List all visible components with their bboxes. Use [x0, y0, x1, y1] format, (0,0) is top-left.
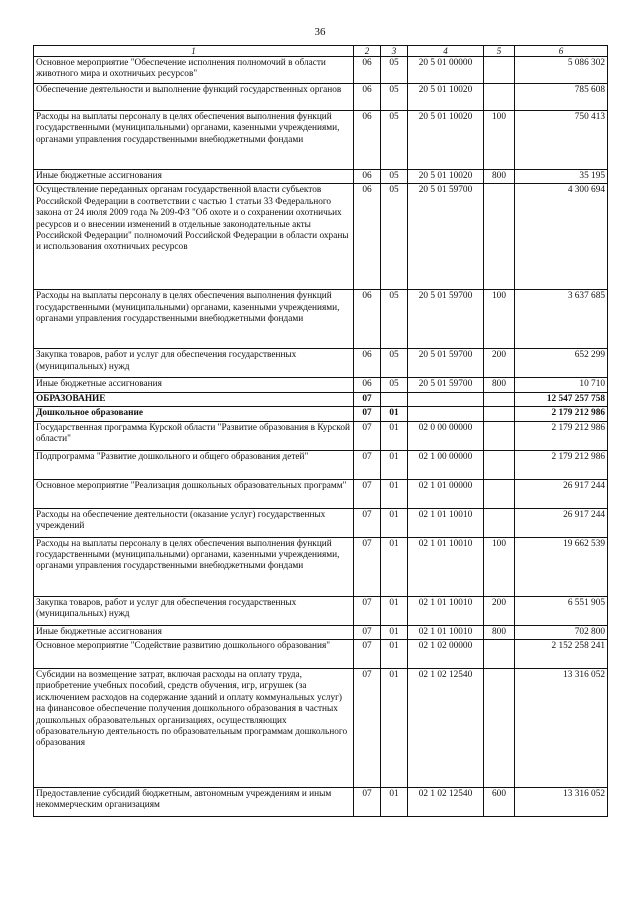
row-subsection: 01	[381, 596, 408, 625]
table-row	[34, 625, 608, 639]
header-row	[34, 46, 608, 57]
table-row	[34, 421, 608, 450]
row-subsection: 05	[381, 290, 408, 349]
row-sum: 4 300 694	[515, 184, 608, 290]
row-section: 06	[354, 57, 381, 84]
row-subsection: 05	[381, 349, 408, 378]
row-name: Обеспечение деятельности и выполнение функций государственных органов	[34, 84, 354, 111]
row-expense-type	[484, 450, 515, 479]
row-sum: 2 152 258 241	[515, 640, 608, 669]
row-name: Иные бюджетные ассигнования	[34, 170, 354, 184]
row-sum: 702 800	[515, 625, 608, 639]
row-subsection: 01	[381, 407, 408, 421]
row-subsection: 05	[381, 84, 408, 111]
row-section: 07	[354, 508, 381, 537]
row-expense-type	[484, 479, 515, 508]
table-row	[34, 84, 608, 111]
table-row	[34, 184, 608, 290]
row-target-article: 02 1 01 10010	[408, 596, 484, 625]
row-sum: 13 316 052	[515, 788, 608, 817]
row-expense-type: 600	[484, 788, 515, 817]
row-name: Основное мероприятие "Содействие развитию дошкольного образования"	[34, 640, 354, 669]
row-name: Расходы на выплаты персоналу в целях обеспечения выполнения функций государственными (муниципальными) органами, казенными учреждениями, органами управления государственными внебюджетными фондами	[34, 290, 354, 349]
row-sum: 6 551 905	[515, 596, 608, 625]
row-subsection: 01	[381, 640, 408, 669]
row-sum: 26 917 244	[515, 479, 608, 508]
row-target-article: 02 1 00 00000	[408, 450, 484, 479]
row-section: 07	[354, 625, 381, 639]
row-target-article: 20 5 01 59700	[408, 349, 484, 378]
header-cell: 3	[381, 46, 408, 57]
row-subsection: 05	[381, 184, 408, 290]
row-subsection	[381, 392, 408, 406]
row-expense-type: 100	[484, 290, 515, 349]
row-name: Дошкольное образование	[34, 407, 354, 421]
row-name: Подпрограмма "Развитие дошкольного и общего образования детей"	[34, 450, 354, 479]
row-expense-type	[484, 508, 515, 537]
row-name: Расходы на выплаты персоналу в целях обеспечения выполнения функций государственными (муниципальными) органами, казенными учреждениями, органами управления государственными внебюджетными фондами	[34, 537, 354, 596]
row-target-article: 20 5 01 00000	[408, 57, 484, 84]
row-expense-type	[484, 669, 515, 788]
row-target-article: 20 5 01 59700	[408, 378, 484, 392]
row-subsection: 05	[381, 111, 408, 170]
row-target-article: 02 1 02 00000	[408, 640, 484, 669]
row-expense-type	[484, 407, 515, 421]
table-row	[34, 57, 608, 84]
row-name: Субсидии на возмещение затрат, включая расходы на оплату труда, приобретение учебных пособий, средств обучения, игр, игрушек (за исключением расходов на содержание зданий и оплату коммунальных услуг) на финансовое обеспечение получения дошкольного образования в частных дошкольных образовательных организациях, осуществляющих образовательную деятельность по образовательным программам дошкольного образования	[34, 669, 354, 788]
row-expense-type	[484, 84, 515, 111]
row-target-article: 20 5 01 59700	[408, 184, 484, 290]
row-sum: 35 195	[515, 170, 608, 184]
row-name: Основное мероприятие "Обеспечение исполнения полномочий в области животного мира и охотничьих ресурсов"	[34, 57, 354, 84]
table-row	[34, 450, 608, 479]
header-cell: 5	[484, 46, 515, 57]
header-cell: 6	[515, 46, 608, 57]
table-row	[34, 392, 608, 406]
page-number: 36	[314, 26, 326, 38]
table-row	[34, 290, 608, 349]
row-target-article: 02 1 01 00000	[408, 479, 484, 508]
row-name: Закупка товаров, работ и услуг для обеспечения государственных (муниципальных) нужд	[34, 349, 354, 378]
row-target-article: 20 5 01 10020	[408, 111, 484, 170]
header-cell: 1	[34, 46, 354, 57]
row-subsection: 01	[381, 788, 408, 817]
row-sum: 13 316 052	[515, 669, 608, 788]
row-target-article: 02 1 01 10010	[408, 537, 484, 596]
row-name: Основное мероприятие "Реализация дошкольных образовательных программ"	[34, 479, 354, 508]
row-section: 06	[354, 184, 381, 290]
table-row	[34, 479, 608, 508]
row-section: 06	[354, 111, 381, 170]
row-sum: 10 710	[515, 378, 608, 392]
row-target-article: 20 5 01 10020	[408, 84, 484, 111]
row-expense-type: 200	[484, 349, 515, 378]
table-row	[34, 508, 608, 537]
table-row	[34, 537, 608, 596]
row-section: 06	[354, 349, 381, 378]
row-sum: 750 413	[515, 111, 608, 170]
row-section: 07	[354, 788, 381, 817]
row-subsection: 05	[381, 170, 408, 184]
row-expense-type	[484, 57, 515, 84]
row-expense-type: 800	[484, 378, 515, 392]
row-target-article: 02 1 02 12540	[408, 788, 484, 817]
row-target-article: 02 1 01 10010	[408, 625, 484, 639]
row-expense-type	[484, 184, 515, 290]
row-subsection: 05	[381, 378, 408, 392]
row-name: Иные бюджетные ассигнования	[34, 625, 354, 639]
row-target-article: 20 5 01 59700	[408, 290, 484, 349]
table-row	[34, 170, 608, 184]
header-cell: 4	[408, 46, 484, 57]
row-section: 07	[354, 450, 381, 479]
row-expense-type: 200	[484, 596, 515, 625]
row-sum: 19 662 539	[515, 537, 608, 596]
row-section: 06	[354, 170, 381, 184]
table-row	[34, 596, 608, 625]
row-subsection: 01	[381, 450, 408, 479]
table-row	[34, 349, 608, 378]
row-expense-type	[484, 421, 515, 450]
table-row	[34, 407, 608, 421]
row-section: 07	[354, 669, 381, 788]
row-subsection: 01	[381, 669, 408, 788]
row-target-article	[408, 392, 484, 406]
row-section: 06	[354, 290, 381, 349]
row-name: Закупка товаров, работ и услуг для обеспечения государственных (муниципальных) нужд	[34, 596, 354, 625]
table-row	[34, 640, 608, 669]
row-target-article	[408, 407, 484, 421]
row-name: Государственная программа Курской области "Развитие образования в Курской области"	[34, 421, 354, 450]
table-row	[34, 378, 608, 392]
row-expense-type: 800	[484, 625, 515, 639]
row-subsection: 01	[381, 625, 408, 639]
row-name: Предоставление субсидий бюджетным, автономным учреждениям и иным некоммерческим организациям	[34, 788, 354, 817]
row-subsection: 01	[381, 508, 408, 537]
row-section: 07	[354, 640, 381, 669]
row-subsection: 01	[381, 421, 408, 450]
row-name: Иные бюджетные ассигнования	[34, 378, 354, 392]
row-sum: 12 547 257 758	[515, 392, 608, 406]
row-name: Расходы на обеспечение деятельности (оказание услуг) государственных учреждений	[34, 508, 354, 537]
row-sum: 5 086 302	[515, 57, 608, 84]
table-row	[34, 669, 608, 788]
row-sum: 26 917 244	[515, 508, 608, 537]
row-section: 07	[354, 537, 381, 596]
row-expense-type: 100	[484, 537, 515, 596]
row-section: 07	[354, 421, 381, 450]
row-subsection: 05	[381, 57, 408, 84]
row-name: Осуществление переданных органам государственной власти субъектов Российской Федерации в соответствии с частью 1 статьи 33 Федерального закона от 24 июля 2009 года № 209-ФЗ "Об охоте и о сохранении охотничьих ресурсов и о внесении изменений в отдельные законодательные акты Российской Федерации" полномочий Российской Федерации в области охраны и использования охотничьих ресурсов	[34, 184, 354, 290]
row-section: 07	[354, 479, 381, 508]
row-section: 07	[354, 407, 381, 421]
row-section: 06	[354, 378, 381, 392]
row-name: ОБРАЗОВАНИЕ	[34, 392, 354, 406]
header-cell: 2	[354, 46, 381, 57]
row-name: Расходы на выплаты персоналу в целях обеспечения выполнения функций государственными (муниципальными) органами, казенными учреждениями, органами управления государственными внебюджетными фондами	[34, 111, 354, 170]
row-section: 06	[354, 84, 381, 111]
row-section: 07	[354, 596, 381, 625]
row-target-article: 02 1 02 12540	[408, 669, 484, 788]
row-sum: 3 637 685	[515, 290, 608, 349]
row-target-article: 02 0 00 00000	[408, 421, 484, 450]
row-sum: 2 179 212 986	[515, 450, 608, 479]
row-expense-type: 100	[484, 111, 515, 170]
row-subsection: 01	[381, 479, 408, 508]
table-row	[34, 111, 608, 170]
row-sum: 2 179 212 986	[515, 407, 608, 421]
row-section: 07	[354, 392, 381, 406]
row-sum: 652 299	[515, 349, 608, 378]
budget-table	[33, 45, 608, 817]
row-sum: 785 608	[515, 84, 608, 111]
row-subsection: 01	[381, 537, 408, 596]
row-expense-type	[484, 392, 515, 406]
row-expense-type	[484, 640, 515, 669]
row-expense-type: 800	[484, 170, 515, 184]
row-target-article: 20 5 01 10020	[408, 170, 484, 184]
row-sum: 2 179 212 986	[515, 421, 608, 450]
row-target-article: 02 1 01 10010	[408, 508, 484, 537]
table-row	[34, 788, 608, 817]
